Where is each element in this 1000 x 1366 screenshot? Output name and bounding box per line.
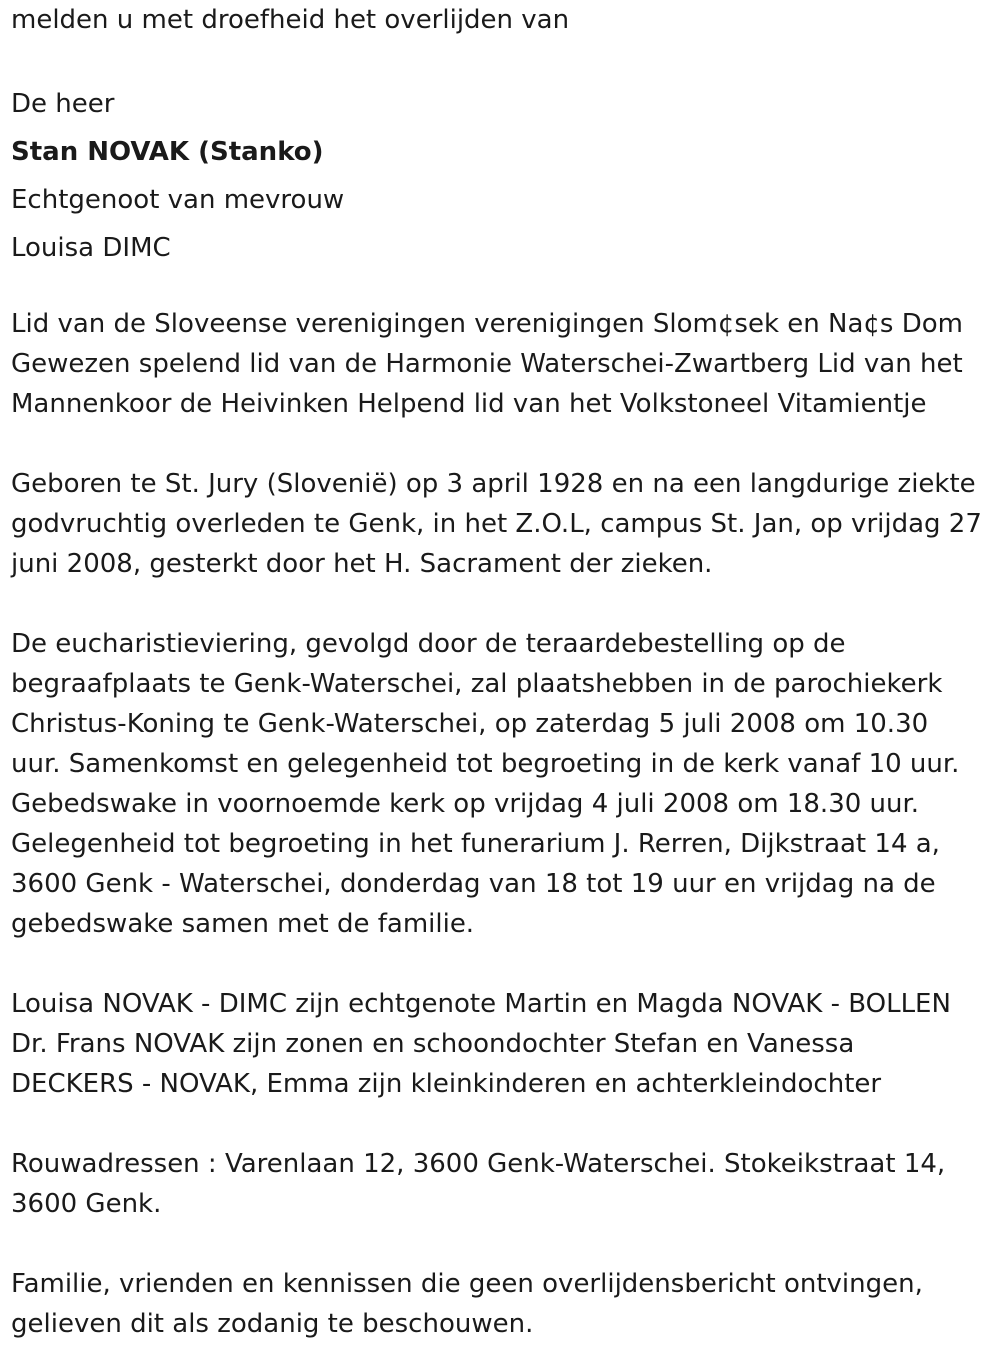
- spacer: [11, 944, 991, 984]
- addresses-paragraph: [11, 1144, 991, 1224]
- spacer: [11, 1104, 991, 1144]
- spacer: [11, 40, 991, 80]
- family-line: Dr. Frans NOVAK zijn zonen en schoondochter Stefan en Vanessa: [11, 1029, 855, 1059]
- intro-text: melden u met droefheid het overlijden van: [11, 5, 570, 35]
- ceremony-line: 3600 Genk - Waterschei, donderdag van 18 tot 19 uur en vrijdag na de: [11, 869, 936, 899]
- ceremony-line: De eucharistieviering, gevolgd door de teraardebestelling op de: [11, 629, 846, 659]
- death-notice: [11, 0, 991, 1344]
- spacer: [11, 584, 991, 624]
- ceremony-line: Gelegenheid tot begroeting in het funerarium J. Rerren, Dijkstraat 14 a,: [11, 829, 940, 859]
- deceased-name: Stan NOVAK (Stanko): [11, 137, 324, 167]
- address-line: Rouwadressen : Varenlaan 12, 3600 Genk-Waterschei. Stokeikstraat 14,: [11, 1149, 946, 1179]
- spacer: [11, 1224, 991, 1264]
- ceremony-line: Christus-Koning te Genk-Waterschei, op zaterdag 5 juli 2008 om 10.30: [11, 709, 929, 739]
- ceremony-line: uur. Samenkomst en gelegenheid tot begroeting in de kerk vanaf 10 uur.: [11, 749, 960, 779]
- spacer: [11, 424, 991, 464]
- birth-death-line: godvruchtig overleden te Genk, in het Z.O.L, campus St. Jan, op vrijdag 27: [11, 509, 982, 539]
- family-line: DECKERS - NOVAK, Emma zijn kleinkinderen en achterkleindochter: [11, 1069, 882, 1099]
- memberships-line: Lid van de Sloveense verenigingen verenigingen Slom¢sek en Na¢s Dom: [11, 309, 963, 339]
- spouse-name: Louisa DIMC: [11, 233, 171, 263]
- salutation: De heer: [11, 89, 115, 119]
- ceremony-line: begraafplaats te Genk-Waterschei, zal plaatshebben in de parochiekerk: [11, 669, 943, 699]
- family-paragraph: [11, 984, 991, 1104]
- ceremony-paragraph: [11, 624, 991, 944]
- ceremony-line: Gebedswake in voornoemde kerk op vrijdag 4 juli 2008 om 18.30 uur.: [11, 789, 920, 819]
- memberships-paragraph: [11, 304, 991, 424]
- address-line: 3600 Genk.: [11, 1189, 162, 1219]
- relation-text: Echtgenoot van mevrouw: [11, 185, 345, 215]
- closing-paragraph: [11, 1264, 991, 1344]
- birth-death-line: Geboren te St. Jury (Slovenië) op 3 april 1928 en na een langdurige ziekte: [11, 469, 976, 499]
- closing-line: Familie, vrienden en kennissen die geen overlijdensbericht ontvingen,: [11, 1269, 923, 1299]
- closing-line: gelieven dit als zodanig te beschouwen.: [11, 1309, 534, 1339]
- birth-death-line: juni 2008, gesterkt door het H. Sacrament der zieken.: [11, 549, 713, 579]
- spacer: [11, 272, 991, 304]
- family-line: Louisa NOVAK - DIMC zijn echtgenote Martin en Magda NOVAK - BOLLEN: [11, 989, 951, 1019]
- memberships-line: Gewezen spelend lid van de Harmonie Waterschei-Zwartberg Lid van het: [11, 349, 963, 379]
- ceremony-line: gebedswake samen met de familie.: [11, 909, 475, 939]
- memberships-line: Mannenkoor de Heivinken Helpend lid van het Volkstoneel Vitamientje: [11, 389, 927, 419]
- birth-death-paragraph: [11, 464, 991, 584]
